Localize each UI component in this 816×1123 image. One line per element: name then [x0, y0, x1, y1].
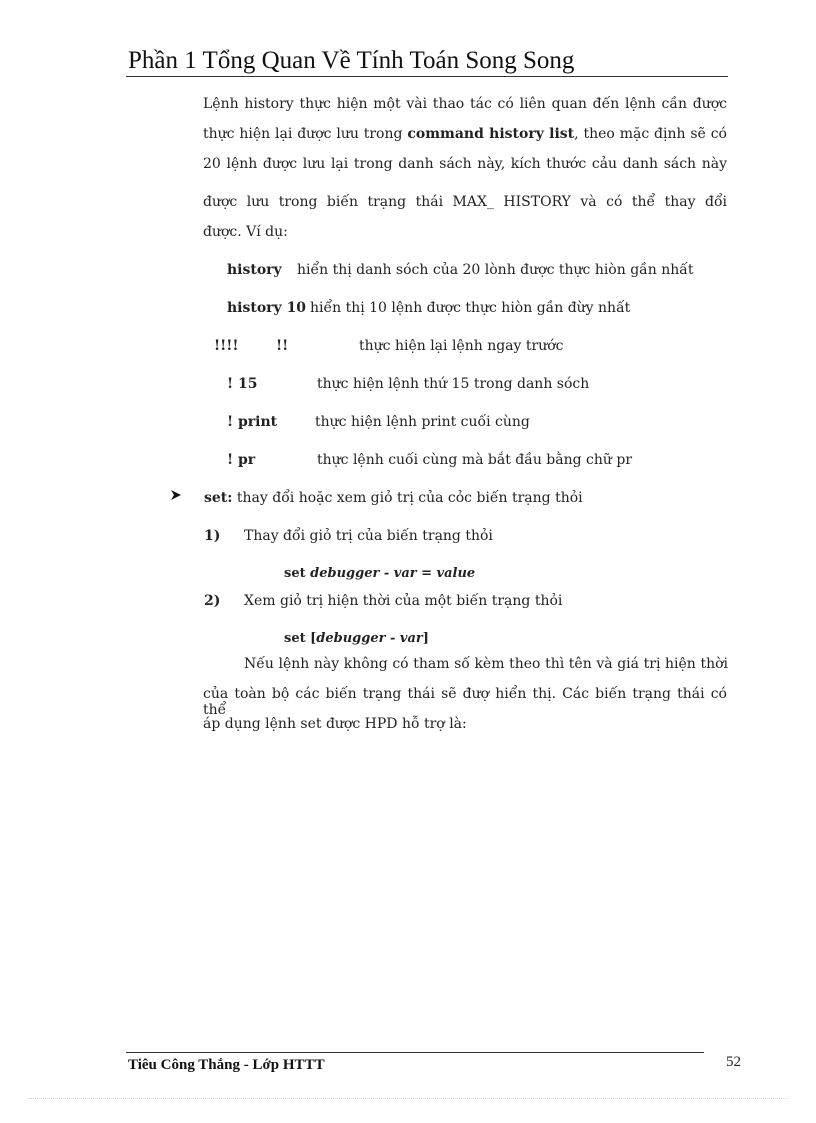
example-description: hiển thị 10 lệnh được thực hiòn gần đừy nhất	[310, 300, 631, 316]
page-bottom-border	[28, 1098, 788, 1099]
example-command: ! 15	[227, 376, 258, 392]
example-command: !!	[276, 338, 289, 354]
example-description: thực lệnh cuối cùng mà bắt đầu bằng chữ pr	[317, 452, 633, 468]
syntax-line	[284, 566, 475, 581]
bullet-line	[204, 490, 583, 506]
paragraph-line: áp dụng lệnh set được HPD hỗ trợ là:	[203, 716, 467, 732]
example-command: history	[227, 262, 282, 278]
paragraph-line: Nếu lệnh này không có tham số kèm theo thì tên và giá trị hiện thời	[244, 656, 728, 672]
bullet-label: set:	[204, 490, 233, 506]
syntax-arg: debugger - var	[316, 631, 423, 646]
bullet-text: thay đổi hoặc xem giỏ trị của cỏc biến trạng thỏi	[232, 490, 583, 506]
list-item-text: Xem giỏ trị hiện thời của một biến trạng thỏi	[244, 593, 563, 609]
paragraph-line: được. Ví dụ:	[203, 224, 288, 240]
syntax-keyword: set	[284, 566, 311, 581]
header-rule	[126, 76, 728, 77]
example-command: history 10	[227, 300, 307, 316]
paragraph-line	[203, 126, 727, 142]
list-item-text: Thay đổi giỏ trị của biến trạng thỏi	[244, 528, 493, 544]
example-description: thực hiện lệnh thứ 15 trong danh sóch	[317, 376, 590, 392]
text-run: thực hiện lại được lưu trong	[203, 126, 408, 142]
syntax-keyword: set [	[284, 631, 317, 646]
syntax-line	[284, 631, 429, 646]
paragraph-line: của toàn bộ các biến trạng thái sẽ đượ hiển thị. Các biến trạng thái có thể	[203, 686, 727, 718]
paragraph-line: được lưu trong biến trạng thái MAX_ HISTORY và có thể thay đổi	[203, 194, 727, 210]
syntax-bracket: ]	[422, 631, 429, 646]
paragraph-line: 20 lệnh được lưu lại trong danh sách này, kích thước cảu danh sách này	[203, 156, 727, 172]
page-header-title: Phần 1 Tổng Quan Về Tính Toán Song Song	[128, 47, 575, 74]
bold-term: command history list	[407, 126, 575, 142]
page-number: 52	[726, 1054, 741, 1070]
footer-rule	[126, 1052, 704, 1053]
paragraph-line: Lệnh history thực hiện một vài thao tác có liên quan đến lệnh cần được	[203, 96, 727, 112]
example-command: ! pr	[227, 452, 256, 468]
footer-author: Tiêu Công Thắng - Lớp HTTT	[128, 1057, 325, 1073]
example-description: thực hiện lại lệnh ngay trước	[359, 338, 564, 354]
example-description: thực hiện lệnh print cuối cùng	[315, 414, 530, 430]
text-run: , theo mặc định sẽ có	[574, 126, 727, 142]
example-command: !!!!	[214, 338, 239, 354]
list-number: 2)	[204, 593, 221, 609]
example-command: ! print	[227, 414, 278, 430]
syntax-arg: debugger - var = value	[310, 566, 476, 581]
example-description: hiển thị danh sóch của 20 lònh được thực hiòn gần nhất	[297, 262, 694, 278]
list-number: 1)	[204, 528, 221, 544]
bullet-arrow-icon	[170, 489, 182, 505]
